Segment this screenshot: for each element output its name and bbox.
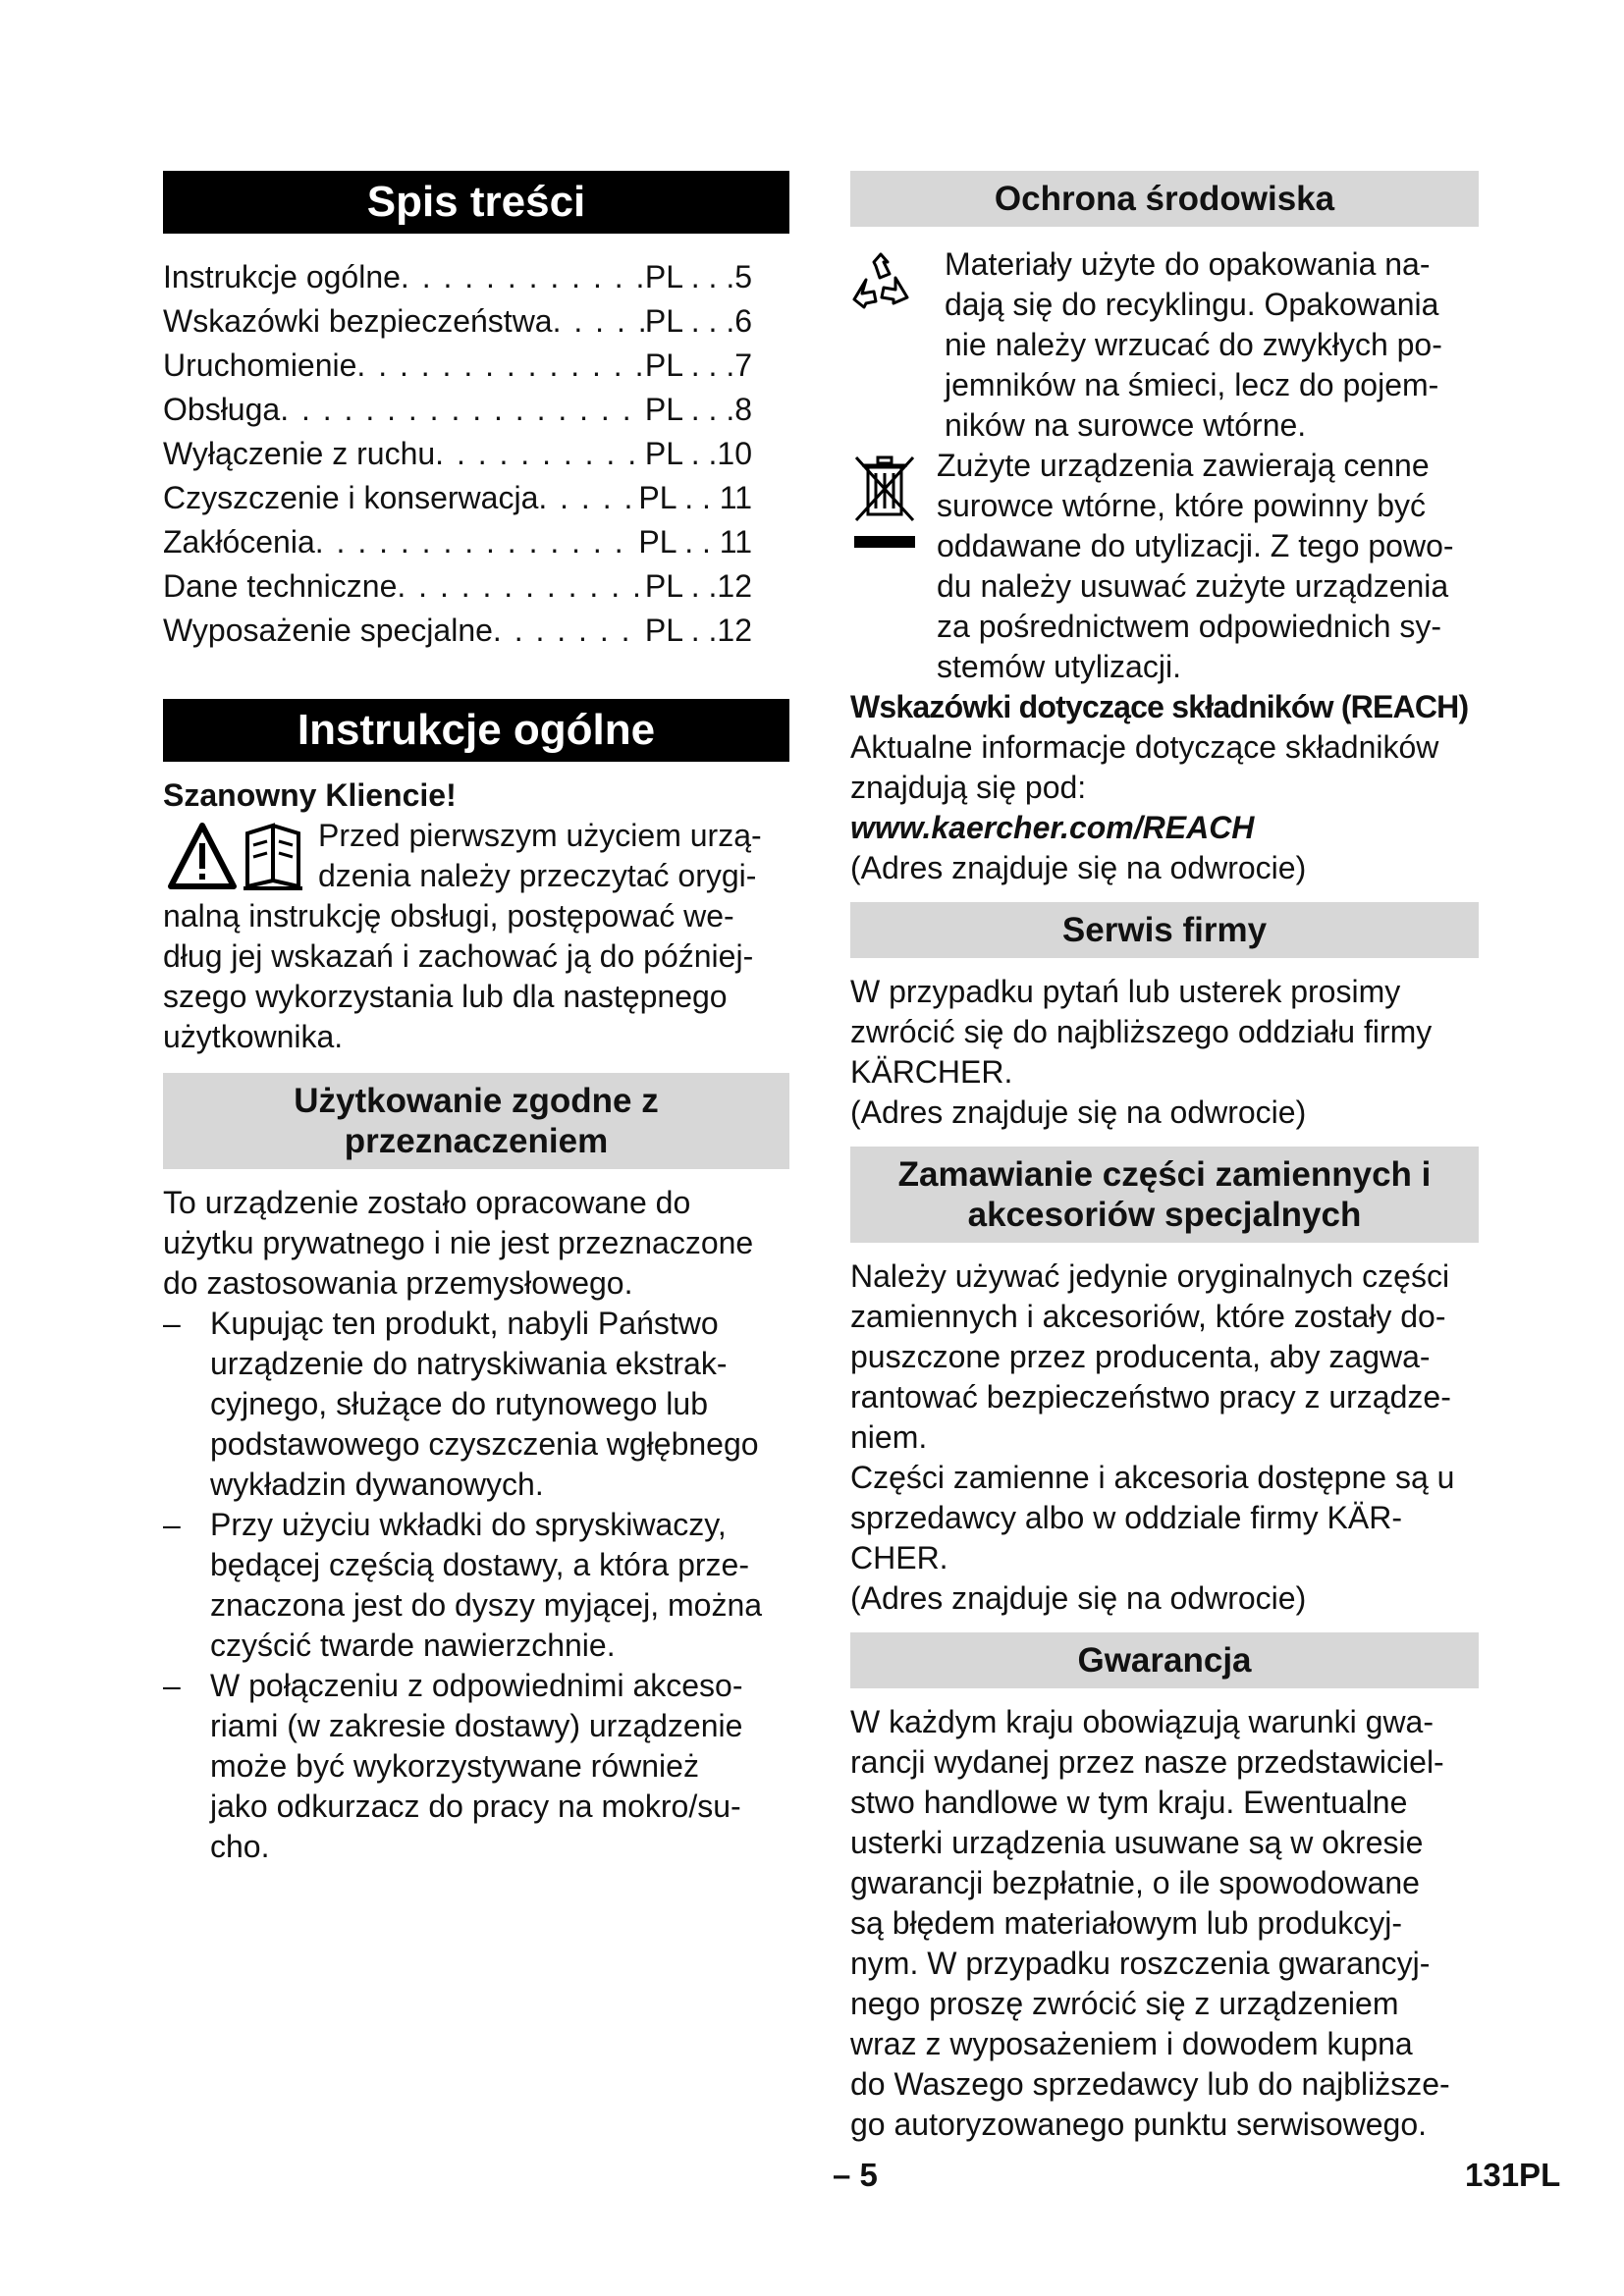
toc-item[interactable]: Wyposażenie specjalne . . . PL . .12 xyxy=(163,609,752,653)
toc-item[interactable]: Wskazówki bezpieczeństwa . . . PL . . .6 xyxy=(163,299,752,344)
toc-item[interactable]: Dane techniczne . . . PL . .12 xyxy=(163,564,752,609)
service-title: Serwis firmy xyxy=(850,902,1479,958)
toc-item[interactable]: Obsługa . . . PL . . .8 xyxy=(163,388,752,432)
page-number: – 5 xyxy=(833,2157,878,2193)
crossed-bin-icon xyxy=(850,454,919,550)
list-item: – W połączeniu z odpowiednimi akceso- riami (w zakresie dostawy) urządzenie może być wykorzystywane również jako odkurzacz do pracy na mokro/su- cho. xyxy=(163,1668,743,1864)
left-column xyxy=(163,171,789,1867)
greeting: Szanowny Kliencie! xyxy=(163,777,457,813)
intended-use-text: To urządzenie zostało opracowane do użytku prywatnego i nie jest przeznaczone do zastosowania przemysłowego. xyxy=(163,1185,754,1301)
intro-with-icons xyxy=(163,816,789,896)
warning-manual-icon xyxy=(167,820,308,890)
general-instructions-title: Instrukcje ogólne xyxy=(163,699,789,762)
warranty-title: Gwarancja xyxy=(850,1632,1479,1688)
list-item: – Kupując ten produkt, nabyli Państwo urządzenie do natryskiwania ekstrak- cyjnego, służące do rutynowego lub podstawowego czyszczenia wgłębnego wykładzin dywanowych. xyxy=(163,1306,759,1502)
reach-text: Aktualne informacje dotyczące składników znajdują się pod: xyxy=(850,729,1439,805)
list-item: – Przy użyciu wkładki do spryskiwaczy, będącej częścią dostawy, a która prze- znaczona jest do dyszy myjącej, można czyścić twarde nawierzchnie. xyxy=(163,1507,763,1663)
intro-text: nalną instrukcję obsługi, postępować we- dług jej wskazań i zachować ją do później- szego wykorzystania lub dla następnego użytkownika. xyxy=(163,898,754,1054)
reach-url-link[interactable]: www.kaercher.com/REACH xyxy=(850,810,1255,845)
recycling-text: Materiały użyte do opakowania na- dają się do recyklingu. Opakowania nie należy wrzucać do zwykłych po- jemników na śmieci, lecz do pojem- ników na surowce wtórne. xyxy=(945,246,1442,443)
toc-title: Spis treści xyxy=(163,171,789,234)
service-text: W przypadku pytań lub usterek prosimy zwrócić się do najbliższego oddziału firmy KÄRCHER. (Adres znajduje się na odwrocie) xyxy=(850,974,1433,1130)
toc-item[interactable]: Uruchomienie . . . PL . . .7 xyxy=(163,344,752,388)
address-note: (Adres znajduje się na odwrocie) xyxy=(850,850,1307,885)
reach-title: Wskazówki dotyczące składników (REACH) xyxy=(850,689,1469,724)
spare-parts-text: Należy używać jedynie oryginalnych części zamiennych i akcesoriów, które zostały do- puszczone przez producenta, aby zagwa- rantować bezpieczeństwo pracy z urządze- niem. Części zamienne i akcesoria dostępne są u sprzedawcy albo w oddziale firmy KÄR- CHER. (Adres znajduje się na odwrocie) xyxy=(850,1258,1455,1616)
toc-item[interactable]: Wyłączenie z ruchu . . . PL . .10 xyxy=(163,432,752,476)
toc-item[interactable]: Zakłócenia . . . PL . . 11 xyxy=(163,520,752,564)
toc-item[interactable]: Instrukcje ogólne . . . PL . . .5 xyxy=(163,255,752,299)
intro-line-2: dzenia należy przeczytać orygi- xyxy=(318,858,757,893)
warranty-text: W każdym kraju obowiązują warunki gwa- rancji wydanej przez nasze przedstawiciel- stwo handlowe w tym kraju. Ewentualne usterki urządzenia usuwane są w okresie gwarancji bezpłatnie, o ile spowodowane są błędem materiałowym lub produkcyj- nym. W przypadku roszczenia gwarancyj- nego proszę zwrócić się z urządzeniem wraz z wyposażeniem i dowodem kupna do Waszego sprzedawcy lub do najbliższe- go autoryzowanego punktu serwisowego. xyxy=(850,1704,1450,2142)
right-column xyxy=(850,171,1479,2145)
intended-use-title: Użytkowanie zgodne z przeznaczeniem xyxy=(163,1073,789,1169)
environment-title: Ochrona środowiska xyxy=(850,171,1479,227)
toc-item[interactable]: Czyszczenie i konserwacja . . . PL . . 11 xyxy=(163,476,752,520)
intro-line-1: Przed pierwszym użyciem urzą- xyxy=(318,818,762,853)
page-code: 131PL xyxy=(1465,2157,1561,2193)
disposal-text: Zużyte urządzenia zawierają cenne surowce wtórne, które powinny być oddawane do utylizacji. Z tego powo- du należy usuwać zużyte urządzenia za pośrednictwem odpowiednich sy- stemów utylizacji. xyxy=(937,448,1454,684)
recycling-block xyxy=(850,244,1479,446)
disposal-block xyxy=(850,446,1479,687)
spare-parts-title: Zamawianie części zamiennych i akcesoriów specjalnych xyxy=(850,1147,1479,1243)
toc-list xyxy=(163,255,789,653)
recycling-icon xyxy=(850,252,911,313)
